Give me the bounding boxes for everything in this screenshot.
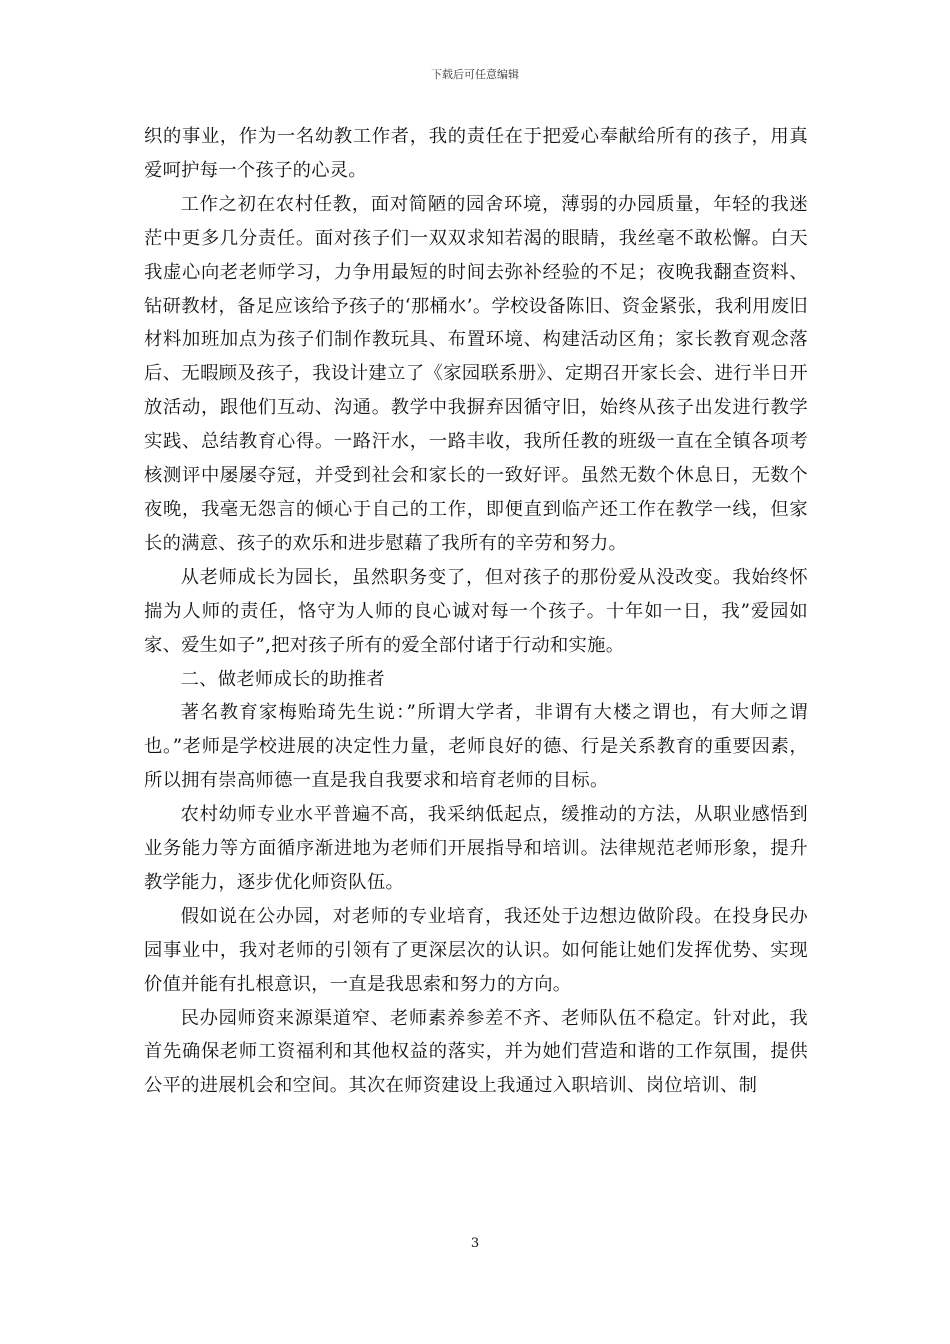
page-header: 下载后可任意编辑	[431, 68, 519, 81]
paragraph-7: 民办园师资来源渠道窄、老师素养参差不齐、老师队伍不稳定。针对此，我首先确保老师工资福利和其他权益的落实，并为她们营造和谐的工作氛围，提供公平的进展机会和空间。其次在师资建设上我通过入职培训、岗位培训、制	[144, 1007, 808, 1097]
page-number: 3	[470, 1236, 480, 1251]
paragraph-2: 工作之初在农村任教，面对简陋的园舍环境，薄弱的办园质量，年轻的我迷茫中更多几分责任。面对孩子们一双双求知若渴的眼睛，我丝毫不敢松懈。白天我虚心向老老师学习，力争用最短的时间去弥补经验的不足；夜晚我翻查资料、钻研教材，备足应该给予孩子的‘那桶水’。学校设备陈旧、资金紧张，我利用废旧材料加班加点为孩子们制作教玩具、布置环境、构建活动区角；家长教育观念落后、无暇顾及孩子，我设计建立了《家园联系册》、定期召开家长会、进行半日开放活动，跟他们互动、沟通。教学中我摒弃因循守旧，始终从孩子出发进行教学实践、总结教育心得。一路汗水，一路丰收，我所任教的班级一直在全镇各项考核测评中屡屡夺冠，并受到社会和家长的一致好评。虽然无数个休息日，无数个夜晚，我毫无怨言的倾心于自己的工作，即便直到临产还工作在教学一线，但家长的满意、孩子的欢乐和进步慰藉了我所有的辛劳和努力。	[144, 193, 808, 554]
paragraph-1: 织的事业，作为一名幼教工作者，我的责任在于把爱心奉献给所有的孩子，用真爱呵护每一个孩子的心灵。	[144, 126, 808, 181]
section-heading: 二、做老师成长的助推者	[180, 668, 385, 690]
paragraph-3: 从老师成长为园长，虽然职务变了，但对孩子的那份爱从没改变。我始终怀揣为人师的责任，恪守为人师的良心诚对每一个孩子。十年如一日，我”爱园如家、爱生如子”,把对孩子所有的爱全部付诸于行动和实施。	[144, 566, 808, 656]
document-body	[144, 120, 808, 1103]
paragraph-5: 农村幼师专业水平普遍不高，我采纳低起点，缓推动的方法，从职业感悟到业务能力等方面循序渐进地为老师们开展指导和培训。法律规范老师形象，提升教学能力，逐步优化师资队伍。	[144, 804, 808, 893]
paragraph-6: 假如说在公办园，对老师的专业培育，我还处于边想边做阶段。在投身民办园事业中，我对老师的引领有了更深层次的认识。如何能让她们发挥优势、实现价值并能有扎根意识，一直是我思索和努力的方向。	[144, 905, 808, 995]
paragraph-4: 著名教育家梅贻琦先生说：”所谓大学者，非谓有大楼之谓也，有大师之谓也。”老师是学校进展的决定性力量，老师良好的德、行是关系教育的重要因素，所以拥有崇高师德一直是我自我要求和培育老师的目标。	[144, 702, 808, 792]
